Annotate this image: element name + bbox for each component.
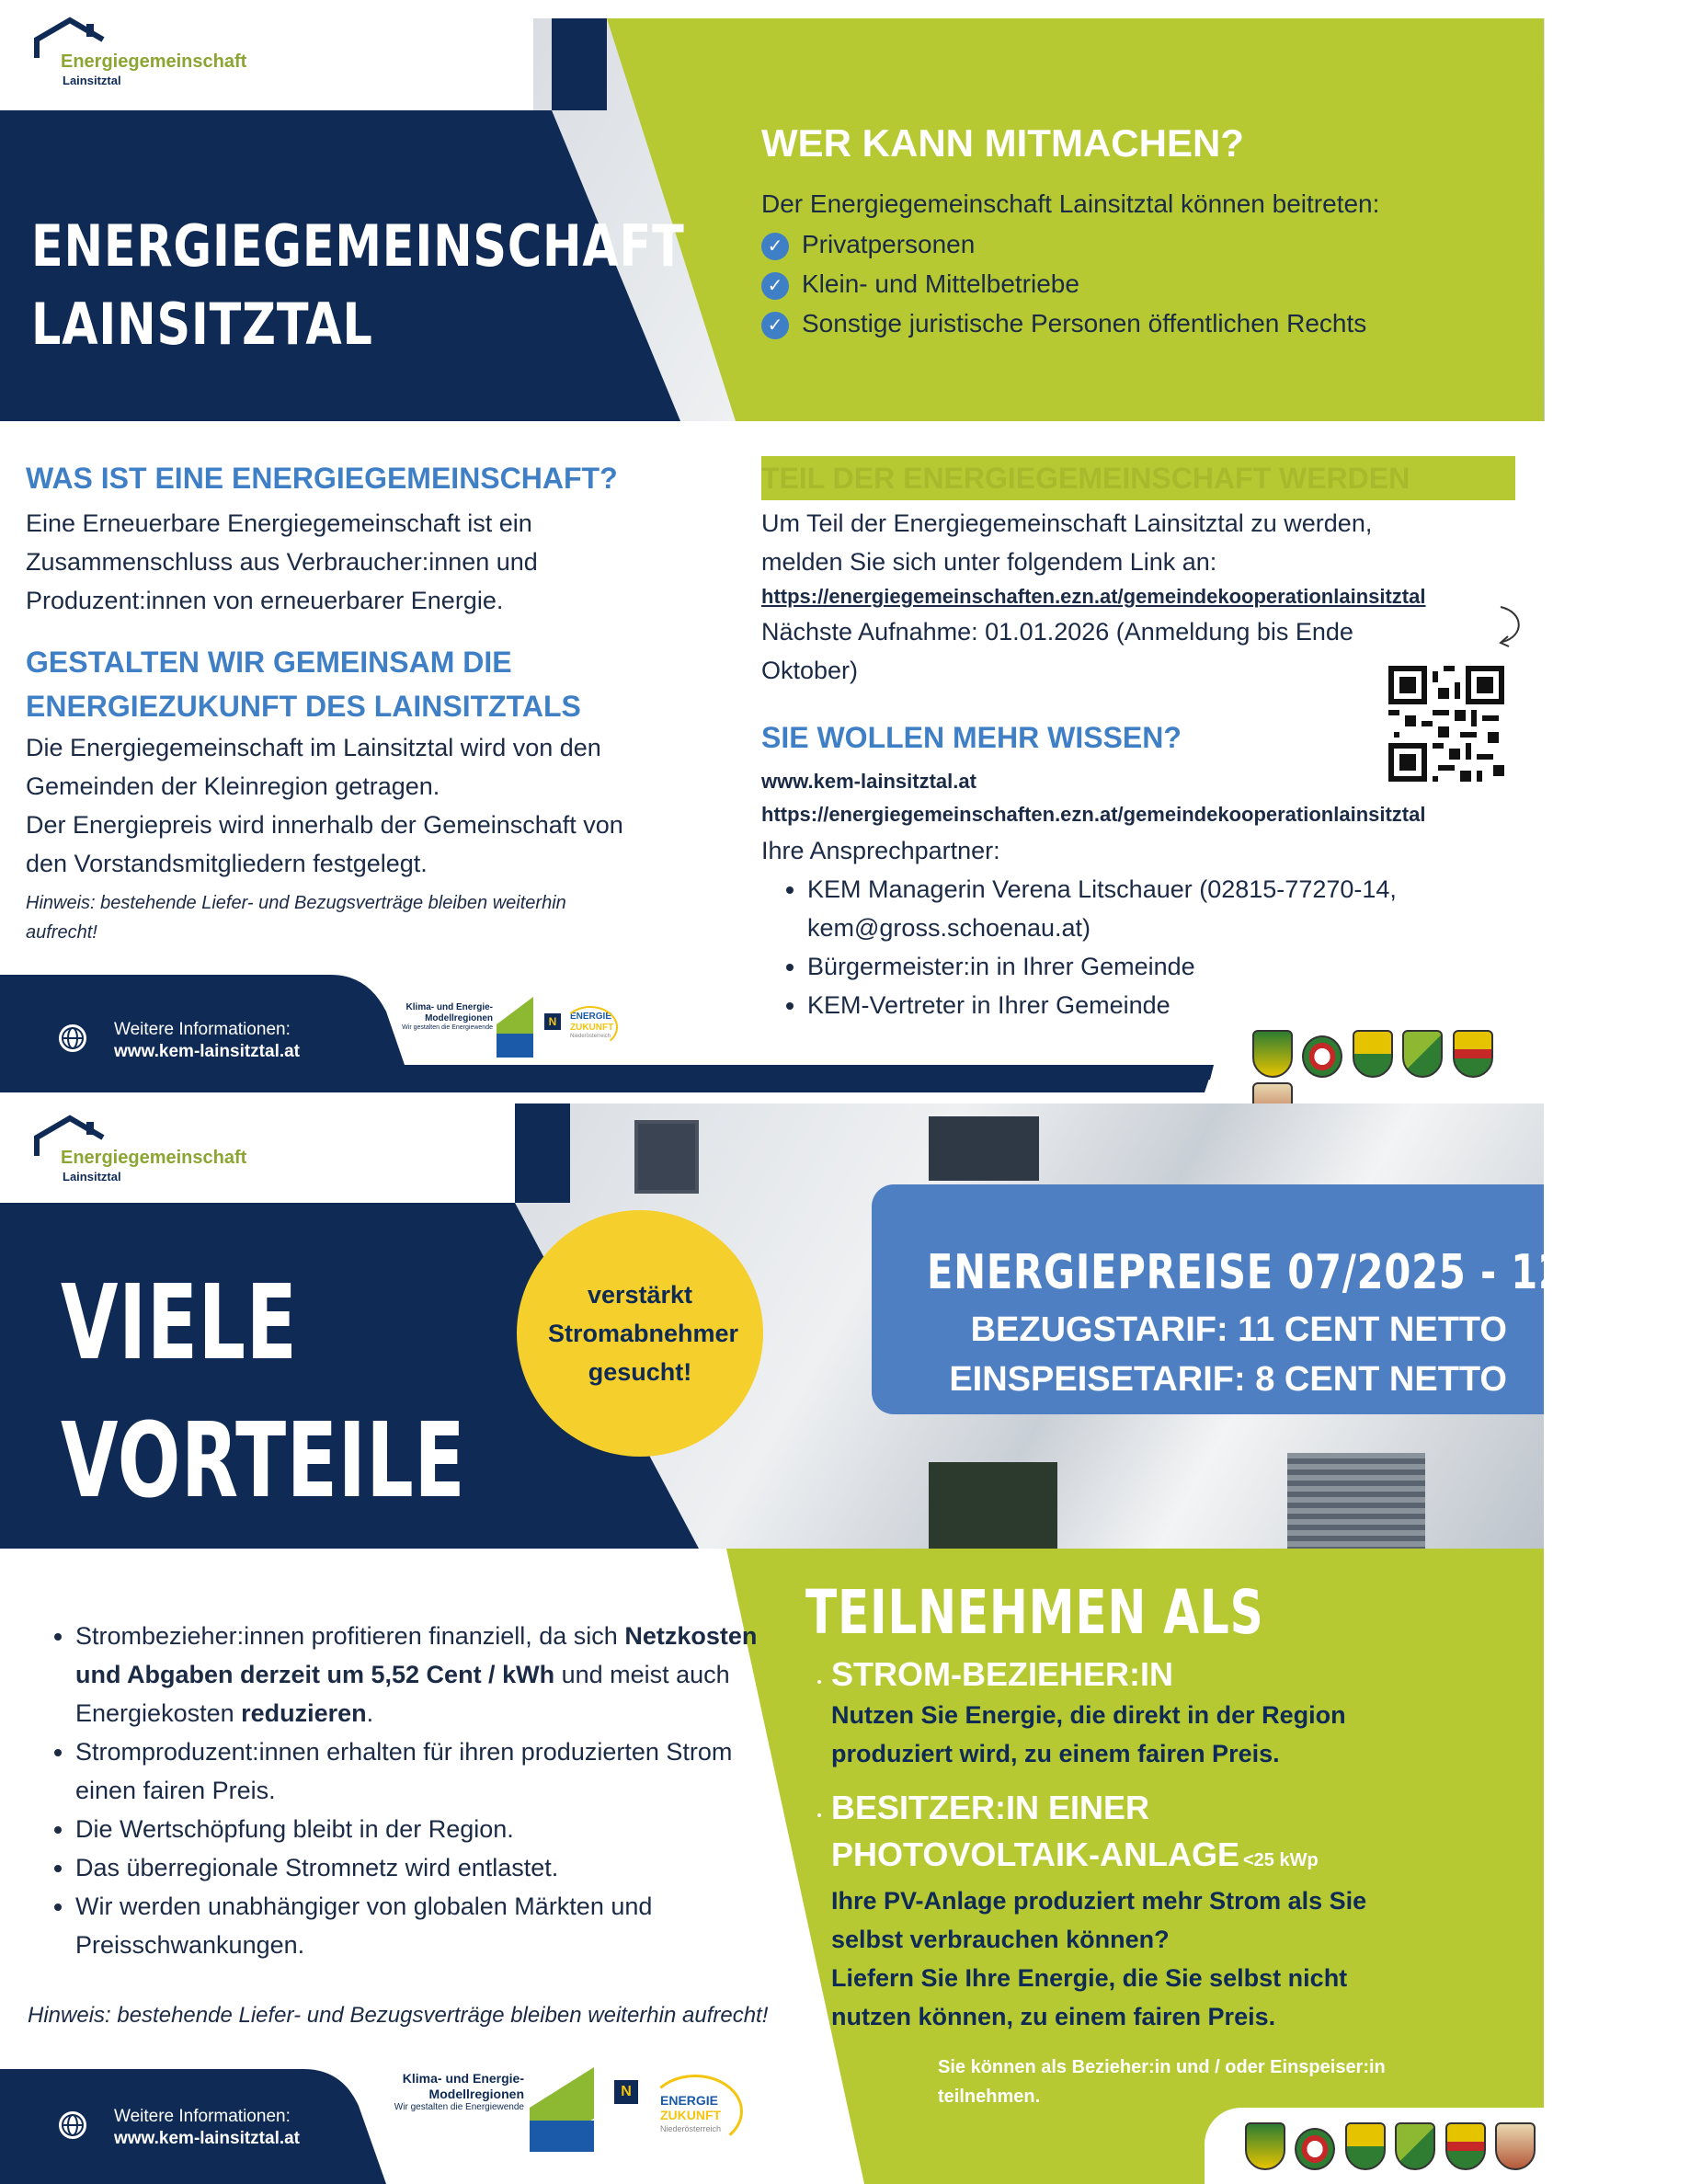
globe-icon bbox=[57, 1023, 88, 1054]
crest-icon bbox=[1295, 2128, 1335, 2170]
logo-title: Energiegemeinschaft bbox=[61, 51, 247, 72]
bottom-window-1 bbox=[634, 1120, 699, 1194]
logo-subtitle: Lainsitztal bbox=[63, 1170, 121, 1183]
benefit-item: • Strombezieher:innen profitieren finanziell, da sich Netzkosten und Abgaben derzeit um 5,52 Cent / kWh und meist auch Energiekosten reduzieren. bbox=[75, 1617, 793, 1732]
bottom-logo bbox=[0, 1103, 303, 1203]
role-item: • STROM-BEZIEHER:IN Nutzen Sie Energie, die direkt in der Region produziert wird, zu einem fairen Preis. bbox=[831, 1653, 1532, 1773]
footer-label: Weitere Informationen: bbox=[114, 1020, 291, 1039]
crest-icon bbox=[1453, 1030, 1493, 1078]
join-text: Um Teil der Energiegemeinschaft Lainsitztal zu werden, melden Sie sich unter folgendem Link an: bbox=[761, 509, 1373, 576]
contact-item: • KEM Managerin Verena Litschauer (02815-77270-14, kem@gross.schoenau.at) bbox=[807, 870, 1480, 947]
who-item: ✓ Privatpersonen bbox=[761, 224, 1515, 264]
top-title: ENERGIEGEMEINSCHAFT LAINSITZTAL bbox=[31, 212, 685, 358]
logo-subtitle: Lainsitztal bbox=[63, 74, 121, 87]
bottom-title: VIELE VORTEILE bbox=[61, 1264, 466, 1521]
what-heading: WAS IST EINE ENERGIEGEMEINSCHAFT? bbox=[26, 462, 618, 495]
crest-icon bbox=[1495, 2122, 1536, 2170]
participate-heading: TEILNEHMEN ALS bbox=[805, 1577, 1264, 1648]
who-heading: WER KANN MITMACHEN? bbox=[761, 121, 1244, 165]
who-item: ✓ Klein- und Mittelbetriebe bbox=[761, 264, 1515, 303]
check-icon: ✓ bbox=[761, 312, 789, 339]
more-link[interactable]: https://energiegemeinschaften.ezn.at/gemeindekooperationlainsitztal bbox=[761, 803, 1426, 826]
more-web[interactable]: www.kem-lainsitztal.at bbox=[761, 770, 976, 793]
qr-code[interactable] bbox=[1388, 666, 1504, 782]
klima-logo: Klima- und Energie-Modellregionen Wir gestalten die Energiewende bbox=[402, 1002, 493, 1031]
join-link[interactable]: https://energiegemeinschaften.ezn.at/gemeindekooperationlainsitztal bbox=[761, 585, 1426, 608]
noe-badge-icon: N bbox=[614, 2080, 638, 2104]
footer-url[interactable]: www.kem-lainsitztal.at bbox=[114, 2129, 301, 2148]
participate-footnote: Sie können als Bezieher:in und / oder Einspeiser:in teilnehmen. bbox=[938, 2057, 1386, 2107]
kwp-limit: <25 kWp bbox=[1243, 1850, 1319, 1870]
crest-icon bbox=[1345, 2122, 1386, 2170]
benefit-item: • Wir werden unabhängiger von globalen Märkten und Preisschwankungen. bbox=[75, 1887, 774, 1964]
prices-bezug: BEZUGSTARIF: 11 CENT NETTO bbox=[970, 1310, 1507, 1349]
who-section bbox=[761, 116, 1515, 343]
shape-note: Hinweis: bestehende Liefer- und Bezugsverträge bleiben weiterhin aufrecht! bbox=[26, 893, 566, 943]
klima-logo: Klima- und Energie-Modellregionen Wir gestalten die Energiewende bbox=[394, 2071, 524, 2112]
contacts-label: Ihre Ansprechpartner: bbox=[761, 837, 1000, 864]
what-section bbox=[26, 456, 706, 947]
footer-url[interactable]: www.kem-lainsitztal.at bbox=[114, 1042, 301, 1061]
globe-icon bbox=[57, 2110, 88, 2141]
join-next: Nächste Aufnahme: 01.01.2026 (Anmeldung bis Ende Oktober) bbox=[761, 618, 1353, 684]
crest-icon bbox=[1302, 1035, 1342, 1078]
energie-zukunft-logo: N ENERGIE ZUKUNFT Niederösterreich bbox=[614, 2071, 752, 2154]
participate-section bbox=[805, 1576, 1532, 2111]
noe-badge-icon: N bbox=[544, 1013, 561, 1030]
stromabnehmer-badge: verstärkt Stromabnehmer gesucht! bbox=[517, 1210, 763, 1457]
shape-heading-2: ENERGIEZUKUNFT DES LAINSITZTALS bbox=[26, 690, 581, 723]
shape-text-1: Die Energiegemeinschaft im Lainsitztal wird von den Gemeinden der Kleinregion getragen. bbox=[26, 734, 601, 800]
contact-item: • KEM-Vertreter in Ihrer Gemeinde bbox=[807, 986, 1480, 1024]
bottom-crests bbox=[1245, 2122, 1541, 2175]
who-item: ✓ Sonstige juristische Personen öffentlichen Rechts bbox=[761, 303, 1515, 343]
footer-label: Weitere Informationen: bbox=[114, 2107, 291, 2126]
check-icon: ✓ bbox=[761, 233, 789, 260]
more-heading: SIE WOLLEN MEHR WISSEN? bbox=[761, 721, 1182, 754]
benefits-note: Hinweis: bestehende Liefer- und Bezugsverträge bleiben weiterhin aufrecht! bbox=[28, 2003, 769, 2028]
shape-text-2: Der Energiepreis wird innerhalb der Gemeinschaft von den Vorstandsmitgliedern festgelegt. bbox=[26, 811, 623, 877]
shape-heading-1: GESTALTEN WIR GEMEINSAM DIE bbox=[26, 646, 512, 679]
benefit-item: • Das überregionale Stromnetz wird entlastet. bbox=[75, 1848, 855, 1887]
prices-box bbox=[872, 1184, 1690, 1414]
crest-icon bbox=[1252, 1030, 1293, 1078]
crest-icon bbox=[1395, 2122, 1435, 2170]
contact-item: • Bürgermeister:in in Ihrer Gemeinde bbox=[807, 947, 1480, 986]
logo-title: Energiegemeinschaft bbox=[61, 1148, 247, 1168]
top-footer-info bbox=[57, 1019, 300, 1063]
crest-icon bbox=[1353, 1030, 1393, 1078]
bottom-window-2 bbox=[929, 1116, 1039, 1181]
prices-einspeise: EINSPEISETARIF: 8 CENT NETTO bbox=[949, 1360, 1507, 1399]
klima-mark-icon bbox=[530, 2067, 594, 2152]
check-icon: ✓ bbox=[761, 272, 789, 300]
top-logo bbox=[0, 0, 331, 110]
klima-mark-icon bbox=[497, 997, 533, 1058]
benefit-item: • Die Wertschöpfung bleibt in der Region. bbox=[75, 1810, 855, 1848]
prices-heading: ENERGIEPREISE 07/2025 - 12/2025 bbox=[927, 1245, 1690, 1300]
curved-arrow-icon bbox=[1493, 603, 1530, 649]
bottom-window-4 bbox=[1287, 1453, 1425, 1549]
benefit-item: • Stromproduzent:innen erhalten für ihren produzierten Strom einen fairen Preis. bbox=[75, 1732, 774, 1810]
crest-icon bbox=[1245, 2122, 1285, 2170]
what-text: Eine Erneuerbare Energiegemeinschaft ist ein Zusammenschluss aus Verbraucher:innen und Produzent:innen von erneuerbarer Energie. bbox=[26, 509, 538, 614]
benefits-section bbox=[28, 1617, 855, 2030]
crest-icon bbox=[1445, 2122, 1486, 2170]
who-intro: Der Energiegemeinschaft Lainsitztal können beitreten: bbox=[761, 189, 1380, 218]
join-heading: TEIL DER ENERGIEGEMEINSCHAFT WERDEN bbox=[761, 456, 1515, 500]
bottom-footer-info bbox=[57, 2106, 300, 2150]
bottom-window-3 bbox=[929, 1462, 1057, 1549]
crest-icon bbox=[1402, 1030, 1443, 1078]
role-item: • BESITZER:IN EINER PHOTOVOLTAIK-ANLAGE <25 kWp Ihre PV-Anlage produziert mehr Strom als Sie selbst verbrauchen können? Liefern Sie Ihre Energie, die Sie selbst nicht nutzen können, zu einem fairen Preis. bbox=[831, 1782, 1532, 2036]
